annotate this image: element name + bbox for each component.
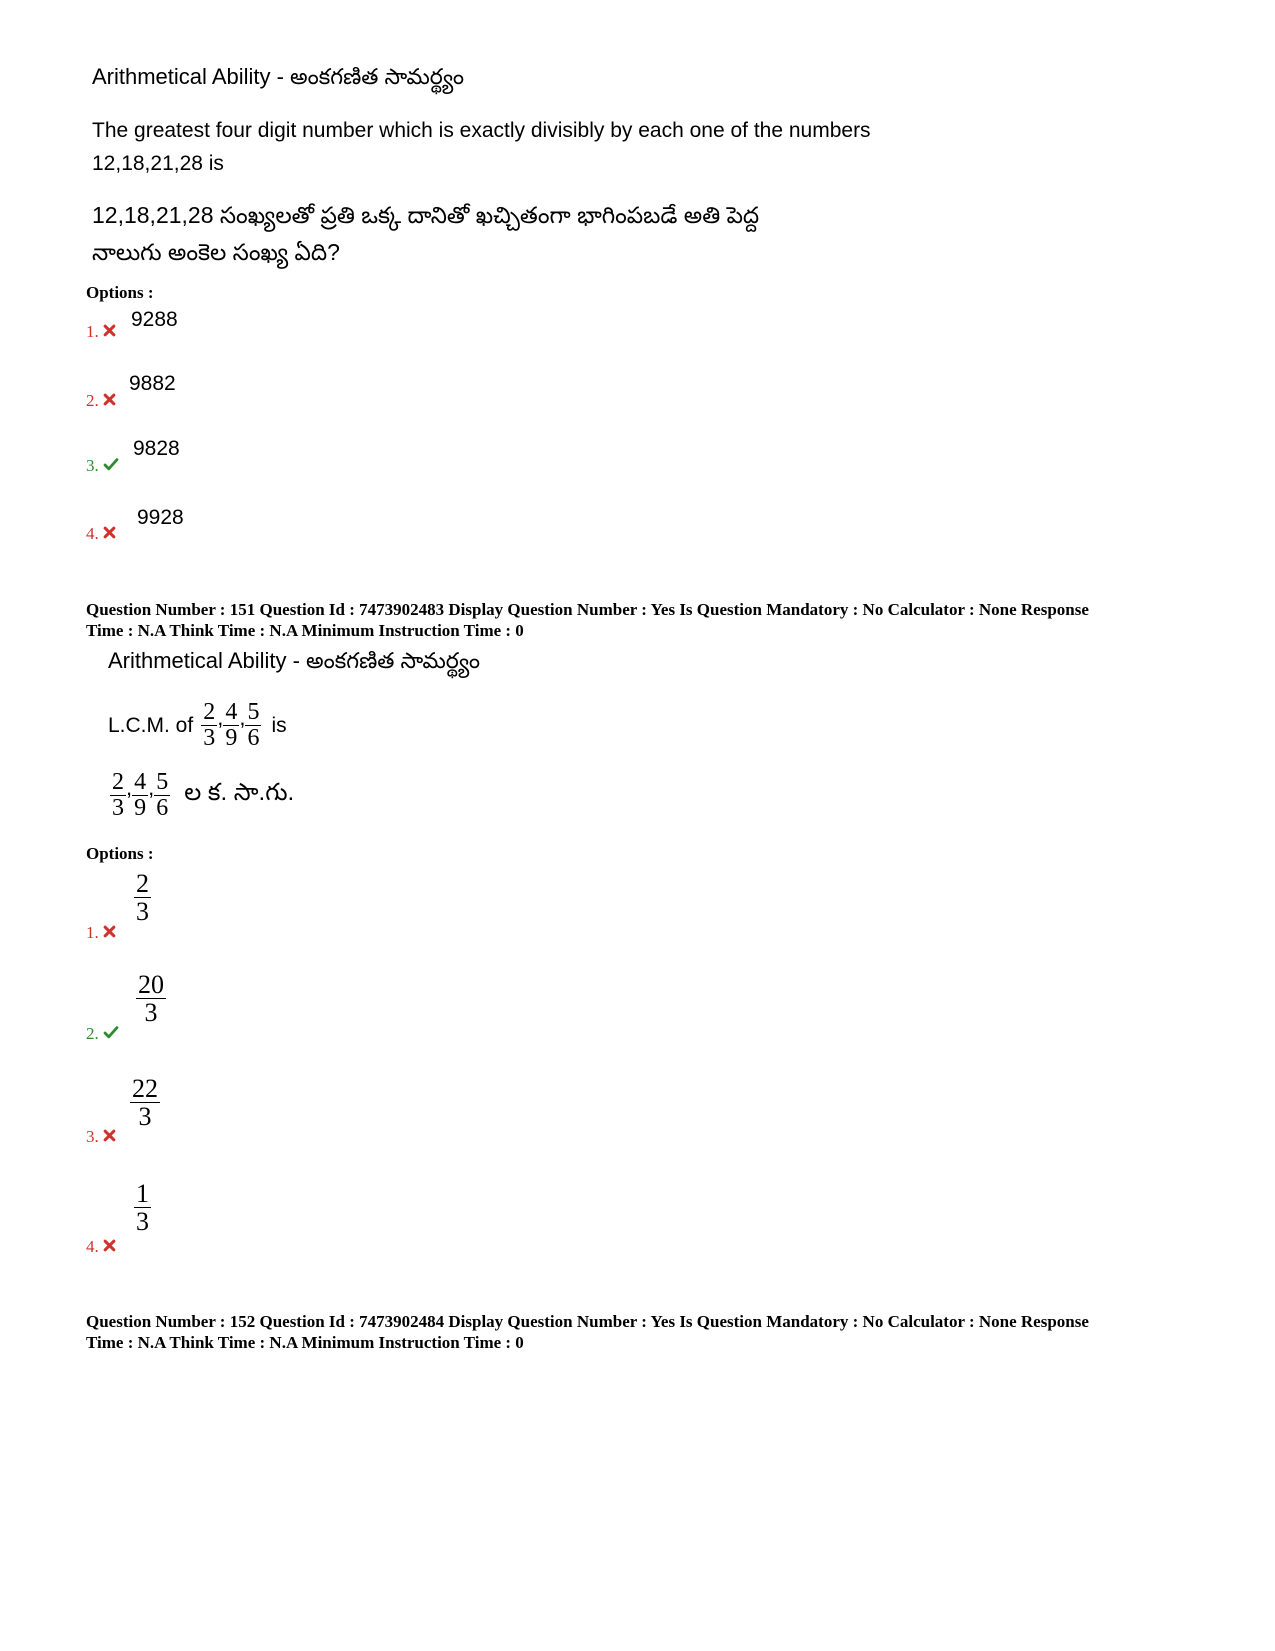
wrong-x-icon [103, 324, 116, 337]
question-text-telugu [92, 197, 759, 271]
option-2-value: 9882 [129, 372, 176, 395]
option-1-value: $\frac{2}{3}$ [136, 869, 149, 927]
question-meta-line: Time : N.A Think Time : N.A Minimum Instruction Time : 0 [86, 1333, 524, 1352]
option-number: 2. [86, 391, 99, 410]
option-3 [86, 456, 119, 476]
question-meta-line: Question Number : 152 Question Id : 7473902484 Display Question Number : Yes Is Question Mandatory : No Calculator : None Response [86, 1312, 1089, 1331]
option-number: 4. [86, 524, 99, 543]
option-2 [86, 391, 116, 411]
option-3-value: 9828 [133, 437, 180, 460]
fraction: $\frac{4}{9}$ [225, 699, 238, 752]
option-number: 2. [86, 1024, 99, 1043]
option-3 [86, 1127, 116, 1147]
question-text-line: నాలుగు అంకెల సంఖ్య ఏది? [92, 239, 340, 265]
question-text-line: 12,18,21,28 సంఖ్యలతో ప్రతి ఒక్క దానితో ఖచ్చితంగా భాగింపబడే అతి పెద్ద [92, 202, 760, 228]
option-4 [86, 1237, 116, 1257]
question-meta-line: Question Number : 151 Question Id : 7473902483 Display Question Number : Yes Is Question Mandatory : No Calculator : None Response [86, 600, 1089, 619]
options-label: Options : [86, 844, 154, 863]
fraction: $\frac{2}{3}$ [203, 699, 216, 752]
subject-heading: Arithmetical Ability - అంకగణిత సామర్థ్యం [92, 64, 465, 89]
wrong-x-icon [103, 1239, 116, 1252]
option-3-value: $\frac{22}{3}$ [132, 1074, 158, 1132]
wrong-x-icon [103, 925, 116, 938]
question-meta-line: Time : N.A Think Time : N.A Minimum Instruction Time : 0 [86, 621, 524, 640]
fraction: $\frac{4}{9}$ [134, 769, 147, 822]
option-number: 3. [86, 456, 99, 475]
question-text-line: The greatest four digit number which is exactly divisibly by each one of the numbers [92, 119, 871, 142]
option-number: 4. [86, 1237, 99, 1256]
option-2-value: $\frac{20}{3}$ [138, 970, 164, 1028]
option-1-value: 9288 [131, 308, 178, 331]
lcm-suffix: is [271, 713, 287, 737]
wrong-x-icon [103, 1129, 116, 1142]
option-4-value: 9928 [137, 506, 184, 529]
fraction: $\frac{2}{3}$ [112, 769, 124, 822]
correct-check-icon [103, 1026, 119, 1039]
subject-heading: Arithmetical Ability - అంకగణిత సామర్థ్యం [108, 648, 481, 673]
option-4 [86, 524, 116, 544]
question-meta [86, 599, 1196, 641]
fraction: $\frac{5}{6}$ [156, 769, 169, 822]
wrong-x-icon [103, 393, 116, 406]
question-text-english [92, 114, 871, 180]
option-number: 3. [86, 1127, 99, 1146]
question-meta [86, 1311, 1196, 1353]
question-text-english: L.C.M. of $\frac{2}{3}$ , $\frac{4}{9}$ , $\frac{5}{6}$ is [108, 699, 287, 752]
options-label: Options : [86, 283, 154, 302]
option-4-value: $\frac{1}{3}$ [136, 1179, 149, 1237]
option-number: 1. [86, 322, 99, 341]
fraction: $\frac{5}{6}$ [247, 699, 260, 752]
option-1 [86, 322, 116, 342]
lcm-prefix: L.C.M. of [108, 713, 194, 737]
option-2 [86, 1024, 119, 1044]
correct-check-icon [103, 458, 119, 471]
option-1 [86, 923, 116, 943]
wrong-x-icon [103, 526, 116, 539]
question-text-telugu: $\frac{2}{3}$ , $\frac{4}{9}$ , $\frac{5}{6}$ ల క. సా.గు. [112, 769, 295, 822]
option-number: 1. [86, 923, 99, 942]
question-text-line: 12,18,21,28 is [92, 152, 224, 175]
telugu-suffix: ల క. సా.గు. [184, 779, 295, 807]
